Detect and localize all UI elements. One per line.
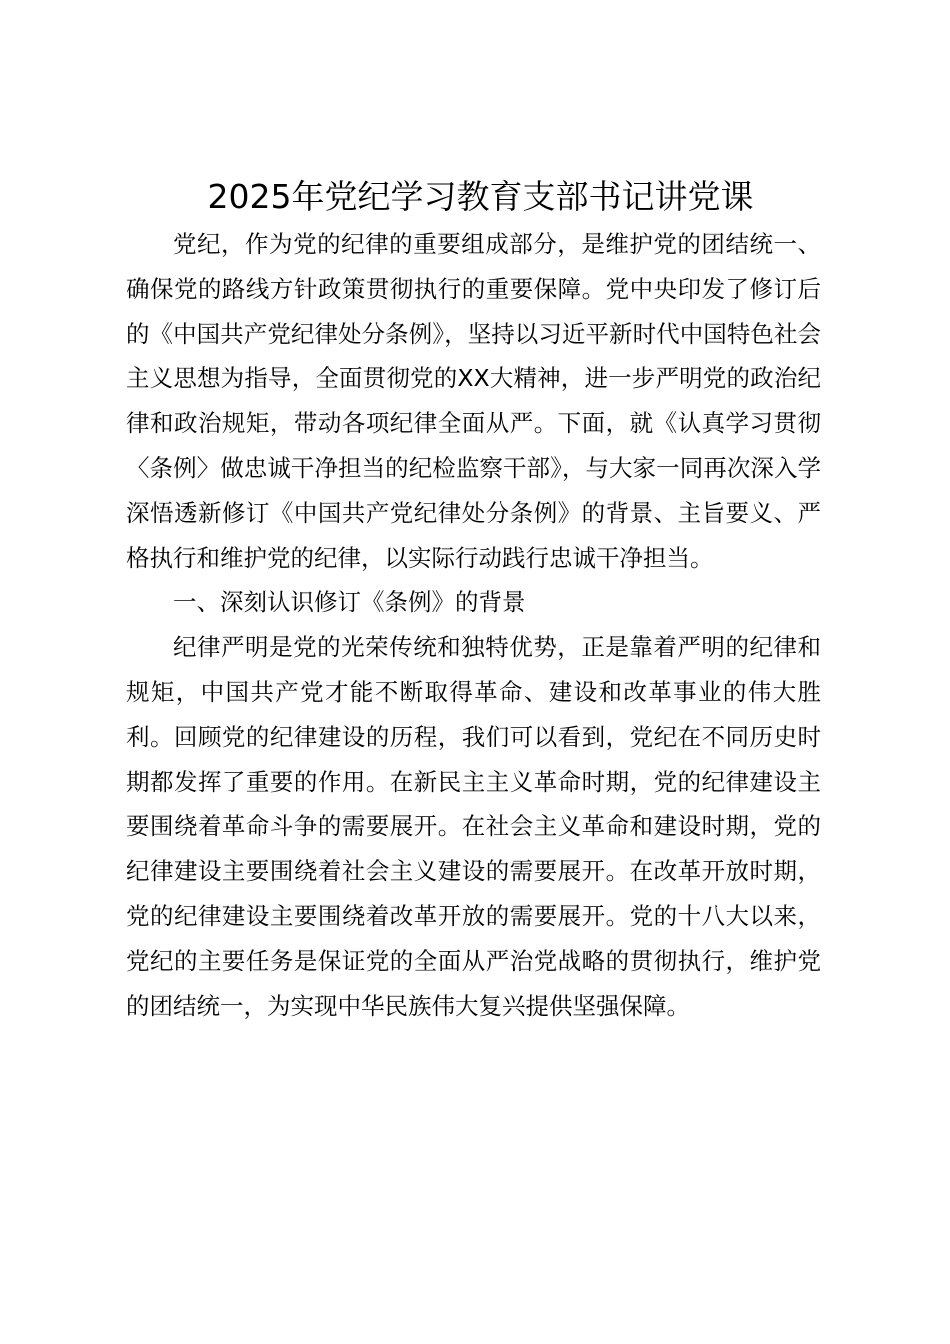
intro-paragraph: 党纪，作为党的纪律的重要组成部分，是维护党的团结统一、确保党的路线方针政策贯彻执行的重要保障。党中央印发了修订后的《中国共产党纪律处分条例》，坚持以习近平新时代中国特色社会主义思想为指导，全面贯彻党的XX大精神，进一步严明党的政治纪律和政治规矩，带动各项纪律全面从严。下面，就《认真学习贯彻〈条例〉做忠诚干净担当的纪检监察干部》，与大家一同再次深入学深悟透新修订《中国共产党纪律处分条例》的背景、主旨要义、严格执行和维护党的纪律，以实际行动践行忠诚干净担当。 [126, 230, 821, 572]
document-title: 2025年党纪学习教育支部书记讲党课 [207, 177, 754, 216]
document-body [126, 172, 821, 1028]
section-paragraph: 纪律严明是党的光荣传统和独特优势，正是靠着严明的纪律和规矩，中国共产党才能不断取得革命、建设和改革事业的伟大胜利。回顾党的纪律建设的历程，我们可以看到，党纪在不同历史时期都发挥了重要的作用。在新民主主义革命时期，党的纪律建设主要围绕着革命斗争的需要展开。在社会主义革命和建设时期，党的纪律建设主要围绕着社会主义建设的需要展开。在改革开放时期，党的纪律建设主要围绕着改革开放的需要展开。党的十八大以来，党纪的主要任务是保证党的全面从严治党战略的贯彻执行，维护党的团结统一，为实现中华民族伟大复兴提供坚强保障。 [126, 633, 821, 1020]
section-heading: 一、深刻认识修订《条例》的背景 [173, 588, 526, 617]
